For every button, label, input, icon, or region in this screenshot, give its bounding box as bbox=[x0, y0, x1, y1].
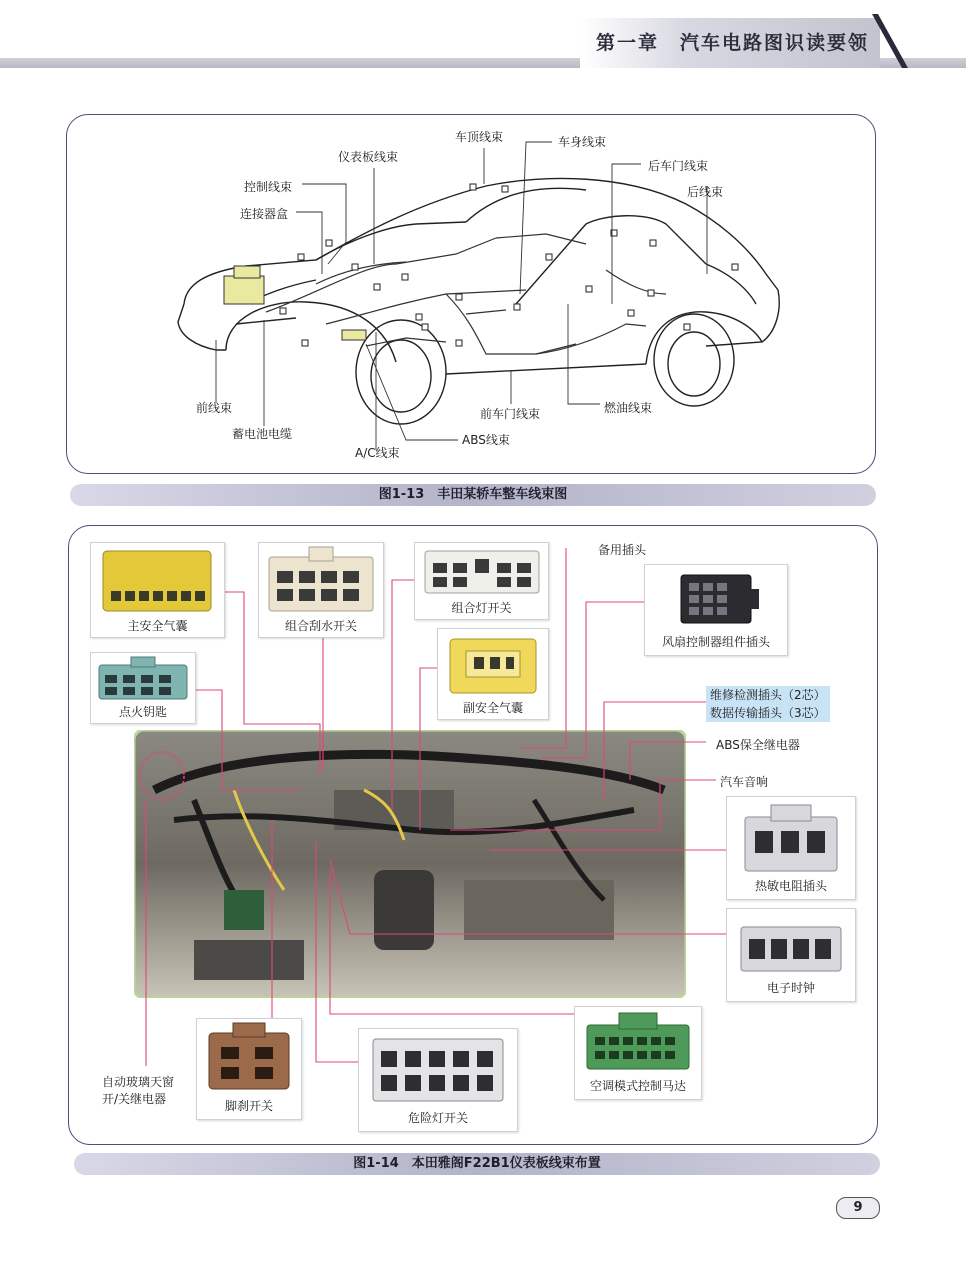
ac-mode-motor-connector-image bbox=[575, 1007, 701, 1077]
page-number: 9 bbox=[836, 1197, 880, 1219]
ignition-key-connector-image bbox=[91, 653, 195, 703]
label-ac-mode-motor: 空调模式控制马达 bbox=[589, 1079, 686, 1093]
label-front-door-harness: 前车门线束 bbox=[480, 407, 541, 421]
figure-14-caption: 图1-14 本田雅阁F22B1仪表板线束布置 bbox=[74, 1153, 880, 1175]
label-abs-relay: ABS保全继电器 bbox=[716, 738, 800, 752]
label-control-harness: 控制线束 bbox=[244, 180, 293, 194]
label-sunroof-relay-line1: 自动玻璃天窗 bbox=[102, 1075, 175, 1089]
electronic-clock-connector-image bbox=[727, 909, 855, 979]
label-passenger-airbag: 副安全气囊 bbox=[462, 701, 523, 715]
combo-light-connector-image bbox=[415, 543, 548, 599]
figure-13-caption: 图1-13 丰田某轿车整车线束图 bbox=[70, 484, 876, 506]
thermistor-connector-image bbox=[727, 797, 855, 877]
label-connector-box: 连接器盒 bbox=[240, 207, 289, 221]
card-brake-switch bbox=[196, 1018, 302, 1120]
card-main-airbag bbox=[90, 542, 225, 638]
label-instrument-harness: 仪表板线束 bbox=[338, 150, 399, 164]
label-main-airbag: 主安全气囊 bbox=[127, 619, 188, 633]
label-data-plug: 数据传输插头（3芯） bbox=[706, 704, 830, 722]
card-fan-controller bbox=[644, 564, 788, 656]
diagnostic-plug-labels bbox=[706, 686, 830, 722]
label-spare-plug: 备用插头 bbox=[598, 543, 647, 557]
fan-controller-connector-image bbox=[645, 565, 787, 633]
passenger-airbag-connector-image bbox=[438, 629, 548, 699]
hazard-switch-connector-image bbox=[359, 1029, 517, 1109]
label-brake-switch: 脚刹开关 bbox=[224, 1099, 273, 1113]
label-rear-harness: 后线束 bbox=[687, 185, 724, 199]
label-battery-cable: 蓄电池电缆 bbox=[232, 427, 293, 441]
card-hazard-switch bbox=[358, 1028, 518, 1132]
label-front-harness: 前线束 bbox=[196, 401, 233, 415]
brake-switch-connector-image bbox=[197, 1019, 301, 1097]
label-fuel-harness: 燃油线束 bbox=[604, 401, 653, 415]
card-thermistor-plug bbox=[726, 796, 856, 900]
label-sunroof-relay-line2: 开/关继电器 bbox=[102, 1092, 167, 1106]
card-ignition-key bbox=[90, 652, 196, 724]
card-combo-light-switch bbox=[414, 542, 549, 620]
label-combo-light-switch: 组合灯开关 bbox=[451, 601, 512, 615]
wiper-switch-connector-image bbox=[259, 543, 383, 617]
label-hazard-switch: 危险灯开关 bbox=[407, 1111, 468, 1125]
chapter-title: 第一章 汽车电路图识读要领 bbox=[596, 32, 870, 54]
card-electronic-clock bbox=[726, 908, 856, 1002]
label-ac-harness: A/C线束 bbox=[355, 446, 400, 460]
card-ac-mode-motor bbox=[574, 1006, 702, 1100]
label-fan-controller: 风扇控制器组件插头 bbox=[661, 635, 770, 649]
label-wiper-switch: 组合刮水开关 bbox=[284, 619, 357, 633]
label-audio: 汽车音响 bbox=[720, 775, 769, 789]
label-thermistor-plug: 热敏电阻插头 bbox=[754, 879, 827, 893]
label-electronic-clock: 电子时钟 bbox=[766, 981, 815, 995]
label-abs-harness: ABS线束 bbox=[462, 433, 510, 447]
label-ignition-key: 点火钥匙 bbox=[118, 705, 167, 719]
label-rear-door-harness: 后车门线束 bbox=[648, 159, 709, 173]
label-body-harness: 车身线束 bbox=[558, 135, 607, 149]
card-passenger-airbag bbox=[437, 628, 549, 720]
main-airbag-connector-image bbox=[91, 543, 224, 617]
label-roof-harness: 车顶线束 bbox=[455, 130, 504, 144]
sunroof-relay-label bbox=[102, 1073, 174, 1107]
label-diagnostic-plug: 维修检测插头（2芯） bbox=[706, 686, 830, 704]
card-wiper-switch bbox=[258, 542, 384, 638]
